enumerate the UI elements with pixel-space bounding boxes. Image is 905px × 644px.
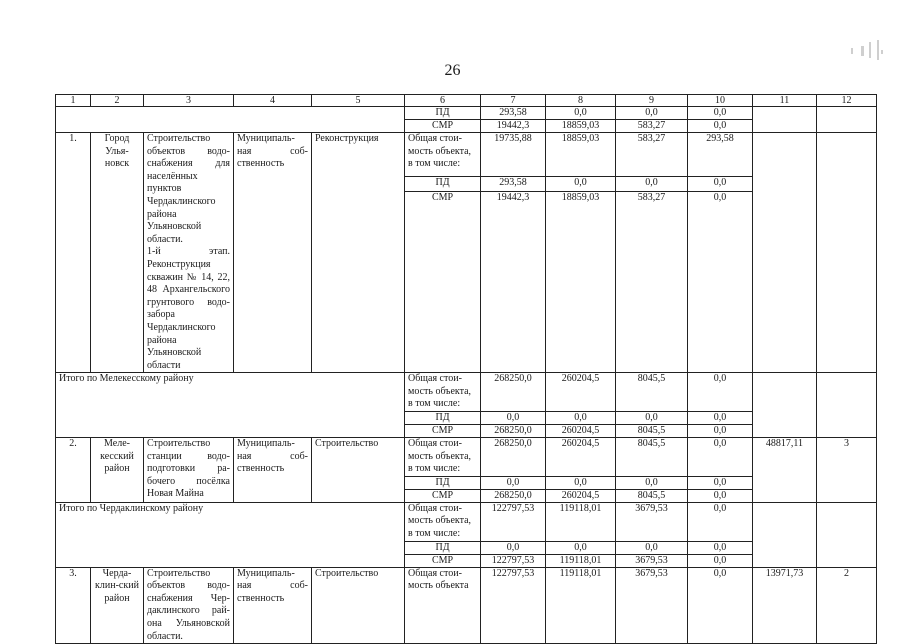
table-row: 3. Черда-клин-ский район Строительство объектов водо-снабжения Чер-даклинского рай-она Ульяновской области. Муниципаль-ная соб-ственность Строительство Общая стои-мость объекта 122797,53 119118,01 3679,53 0,0 13971,73 2 — [56, 567, 877, 644]
table-row: СМР 268250,0 260204,5 8045,5 0,0 — [56, 425, 877, 438]
table-row: Итого по Мелекесскому району Общая стои-мость объекта, в том числе: 268250,0 260204,5 8045,5 0,0 — [56, 373, 877, 412]
table-row: ПД 0,0 0,0 0,0 0,0 — [56, 412, 877, 425]
header-cell: 6 — [405, 95, 481, 107]
header-cell: 4 — [234, 95, 312, 107]
object-name-cell: Строительство станции водо-подготовки ра-бочего посёлка Новая Майна — [144, 438, 234, 503]
table-row: СМР 268250,0 260204,5 8045,5 0,0 — [56, 489, 877, 502]
header-cell: 11 — [753, 95, 817, 107]
table-row: ПД 0,0 0,0 0,0 0,0 — [56, 476, 877, 489]
header-cell: 3 — [144, 95, 234, 107]
header-cell: 12 — [817, 95, 877, 107]
table-row: ПД 0,0 0,0 0,0 0,0 — [56, 541, 877, 554]
object-name-cell: Строительство объектов водо-снабжения для населённых пунктов Чердаклинского района Ульяновской области. 1-й этап. Реконструкция скважин № 14, 22, 48 Архангельского грунтового водо-забора Чердаклинского района Ульяновской области — [144, 133, 234, 373]
header-cell: 1 — [56, 95, 91, 107]
header-cell: 10 — [688, 95, 753, 107]
work-type-cell: Реконструкция — [312, 133, 405, 373]
table-row: ПД 293,58 0,0 0,0 0,0 — [56, 107, 877, 120]
count-value: 3 — [817, 438, 877, 503]
table-row: СМР 122797,53 119118,01 3679,53 0,0 — [56, 554, 877, 567]
location-cell: Город Улья- новск — [91, 133, 144, 373]
ownership-cell: Муниципаль-ная соб-ственность — [234, 567, 312, 644]
cost-label: Общая стои-мость объекта, в том числе: — [405, 133, 481, 177]
header-cell: 5 — [312, 95, 405, 107]
table-row: 1. Город Улья- новск Строительство объектов водо-снабжения для населённых пунктов Чердаклинского района Ульяновской области. 1-й этап. Реконструкция скважин № 14, 22, 48 Архангельского грунтового водо-забора Чердаклинского района Ульяновской области Муниципаль-ная соб-ственность Реконструкция Общая стои-мость объекта, в том числе: 19735,88 18859,03 583,27 293,58 — [56, 133, 877, 177]
page-number: 26 — [444, 62, 461, 79]
budget-table — [55, 94, 877, 644]
table-row: ПД 293,58 0,0 0,0 0,0 — [56, 176, 877, 192]
ownership-cell: Муниципаль-ная соб-ственность — [234, 133, 312, 373]
column-number-header — [56, 95, 877, 107]
header-cell: 8 — [546, 95, 616, 107]
table-row: СМР 19442,3 18859,03 583,27 0,0 — [56, 120, 877, 133]
investment-value: 13971,73 — [753, 567, 817, 644]
table-row: Итого по Чердаклинскому району Общая стои-мость объекта, в том числе: 122797,53 119118,01 3679,53 0,0 — [56, 502, 877, 541]
work-type-cell: Строительство — [312, 567, 405, 644]
location-cell: Черда-клин-ский район — [91, 567, 144, 644]
subtotal-label: Итого по Мелекесскому району — [56, 373, 405, 438]
work-type-cell: Строительство — [312, 438, 405, 503]
investment-value: 48817,11 — [753, 438, 817, 503]
row-number: 2. — [56, 438, 91, 503]
count-value: 2 — [817, 567, 877, 644]
scan-artifact — [847, 38, 887, 64]
header-cell: 7 — [481, 95, 546, 107]
table-row: 2. Меле-кесский район Строительство станции водо-подготовки ра-бочего посёлка Новая Майна Муниципаль-ная соб-ственность Строительство Общая стои-мость объекта, в том числе: 268250,0 260204,5 8045,5 0,0 48817,11 3 — [56, 438, 877, 477]
ownership-cell: Муниципаль-ная соб-ственность — [234, 438, 312, 503]
object-name-cell: Строительство объектов водо-снабжения Чер-даклинского рай-она Ульяновской области. — [144, 567, 234, 644]
table-row: СМР 19442,3 18859,03 583,27 0,0 — [56, 192, 877, 373]
row-number: 3. — [56, 567, 91, 644]
header-cell: 2 — [91, 95, 144, 107]
header-cell: 9 — [616, 95, 688, 107]
location-cell: Меле-кесский район — [91, 438, 144, 503]
row-number: 1. — [56, 133, 91, 373]
subtotal-label: Итого по Чердаклинскому району — [56, 502, 405, 567]
